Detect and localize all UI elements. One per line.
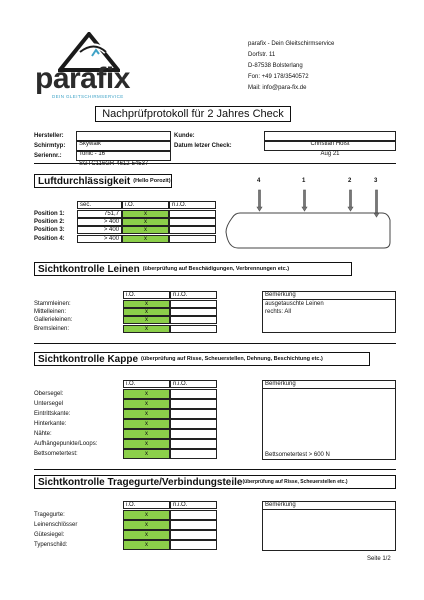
- gurte-title: Sichtkontrolle Tragegurte/Verbindungsteile: [38, 476, 243, 488]
- page-number: Seite 1/2: [367, 556, 391, 562]
- luft-col-nio: n.i.O.: [169, 201, 216, 209]
- company-line: D-87538 Bolsterlang: [248, 63, 303, 69]
- table-row: [123, 419, 217, 429]
- kappe-col-nio: n.i.O.: [170, 380, 217, 388]
- kappe-row-label: Untersegel: [34, 401, 64, 407]
- leinen-io-cell: x: [123, 325, 170, 333]
- kappe-note: Bettsometertest > 600 N: [265, 452, 330, 458]
- kappe-io-cell: x: [123, 439, 170, 449]
- luft-io-cell: x: [122, 218, 169, 226]
- kappe-nio-cell: [170, 399, 217, 409]
- kunde-value: Christian Holst: [310, 141, 350, 147]
- leinen-row-label: Bremsleinen:: [34, 325, 70, 332]
- gurte-row-label: Leinenschlösser: [34, 522, 78, 528]
- kappe-row-label: Obersegel:: [34, 391, 64, 397]
- datum-value: Aug 21: [320, 151, 340, 157]
- company-line: Dorfstr. 11: [248, 52, 276, 58]
- leinen-row-label: Mittelleinen:: [34, 309, 67, 316]
- leinen-row-labels: [34, 300, 72, 333]
- table-row: [77, 210, 216, 218]
- leinen-section-title: [34, 262, 352, 276]
- kappe-io-cell: x: [123, 449, 170, 459]
- position-label: 1: [302, 178, 306, 184]
- kappe-row-labels: [34, 389, 97, 459]
- table-row: [123, 510, 217, 520]
- luft-sec-cell: > 400: [77, 226, 122, 234]
- luft-nio-cell: [169, 210, 216, 218]
- gurte-bemerkung-box: [262, 501, 396, 551]
- luft-nio-cell: [169, 235, 216, 243]
- seriennr-value-cell: [76, 151, 171, 167]
- kappe-io-cell: x: [123, 389, 170, 399]
- gurte-io-cell: x: [123, 510, 170, 520]
- kappe-io-cell: x: [123, 409, 170, 419]
- leinen-note: rechts: All: [265, 309, 292, 315]
- kappe-bemerkung-box: [262, 380, 396, 460]
- schirmtyp-label: Schirmtyp:: [34, 143, 66, 149]
- leinen-bemerkung-header: Bemerkung: [263, 292, 395, 300]
- document-title: Nachprüfprotokoll für 2 Jahres Check: [102, 108, 284, 120]
- kappe-section-title: [34, 352, 370, 366]
- kappe-row-label: Aufhängepunkte/Loops:: [34, 441, 98, 447]
- company-line: Mail: info@para-fix.de: [248, 85, 307, 91]
- kappe-nio-cell: [170, 439, 217, 449]
- kappe-nio-cell: [170, 419, 217, 429]
- company-line: Fon: +49 178/3540572: [248, 74, 309, 80]
- divider: [34, 469, 396, 470]
- divider: [34, 343, 396, 344]
- table-row: [123, 439, 217, 449]
- kappe-nio-cell: [170, 429, 217, 439]
- leinen-io-cell: x: [123, 316, 170, 324]
- luft-io-cell: x: [122, 210, 169, 218]
- table-row: [123, 316, 217, 324]
- table-row: [77, 218, 216, 226]
- leinen-title: Sichtkontrolle Leinen: [38, 263, 140, 275]
- company-line: parafix - Dein Gleitschirmservice: [248, 41, 335, 47]
- kappe-nio-cell: [170, 449, 217, 459]
- gurte-nio-cell: [170, 530, 217, 540]
- gurte-io-cell: x: [123, 520, 170, 530]
- kappe-title: Sichtkontrolle Kappe: [38, 353, 139, 365]
- table-row: [123, 530, 217, 540]
- gurte-row-labels: [34, 510, 77, 550]
- position-label: 4: [257, 178, 261, 184]
- leinen-note: ausgetauschte Leinen: [265, 301, 324, 307]
- kappe-table-header: [123, 380, 217, 388]
- luft-row-label: Position 2:: [34, 219, 65, 226]
- leinen-nio-cell: [170, 325, 217, 333]
- table-row: [123, 399, 217, 409]
- table-row: [77, 235, 216, 243]
- luft-table-header: [77, 201, 216, 209]
- kappe-row-label: Eintrittskante:: [34, 411, 71, 417]
- luft-row-label: Position 4:: [34, 235, 65, 242]
- schirmtyp-value: Tonic - 16: [79, 151, 106, 157]
- luft-io-cell: x: [122, 235, 169, 243]
- kunde-value-cell: [264, 131, 396, 147]
- gurte-io-cell: x: [123, 530, 170, 540]
- gurte-col-nio: n.i.O.: [170, 501, 217, 509]
- luft-row-label: Position 3:: [34, 227, 65, 234]
- leinen-nio-cell: [170, 316, 217, 324]
- hersteller-value: Skywalk: [79, 141, 102, 147]
- kappe-row-label: Nähte:: [34, 431, 52, 437]
- kappe-row-label: Hinterkante:: [34, 421, 67, 427]
- kappe-bemerkung-header: Bemerkung: [263, 381, 395, 389]
- glider-diagram: [222, 186, 394, 250]
- kappe-io-cell: x: [123, 419, 170, 429]
- gurte-nio-cell: [170, 540, 217, 550]
- luft-row-label: Position 1:: [34, 211, 65, 217]
- leinen-nio-cell: [170, 308, 217, 316]
- table-row: [123, 308, 217, 316]
- datum-value-cell: [264, 141, 396, 157]
- kappe-subtitle: (überprüfung auf Risse, Scheuerstellen, Dehnung, Beschichtung etc.): [141, 356, 323, 362]
- position-label: 3: [374, 178, 378, 184]
- company-address: [248, 41, 334, 96]
- hersteller-value-cell: [76, 131, 171, 147]
- luft-nio-cell: [169, 218, 216, 226]
- luft-title: Luftdurchlässigkeit: [38, 175, 131, 187]
- table-row: [77, 226, 216, 234]
- table-row: [123, 325, 217, 333]
- leinen-io-cell: x: [123, 308, 170, 316]
- hersteller-label: Hersteller:: [34, 133, 64, 139]
- leinen-row-label: Gallerieleinen:: [34, 317, 73, 324]
- kunde-label: Kunde:: [174, 133, 195, 139]
- table-row: [123, 449, 217, 459]
- luft-col-io: i.O.: [122, 201, 169, 209]
- table-row: [123, 389, 217, 399]
- gurte-nio-cell: [170, 510, 217, 520]
- schirmtyp-value-cell: [76, 141, 171, 157]
- table-row: [123, 520, 217, 530]
- luft-section-title: [34, 174, 172, 188]
- kappe-nio-cell: [170, 389, 217, 399]
- seriennr-value: SGTC116GR-4612-54537: [79, 161, 149, 167]
- gurte-row-label: Typenschild:: [34, 542, 68, 548]
- kappe-nio-cell: [170, 409, 217, 419]
- gurte-table-header: [123, 501, 217, 509]
- kappe-col-io: i.O.: [123, 380, 170, 388]
- gurte-nio-cell: [170, 520, 217, 530]
- leinen-col-io: i.O.: [123, 291, 170, 299]
- table-row: [123, 409, 217, 419]
- document-title-box: [95, 106, 291, 122]
- table-row: [123, 300, 217, 308]
- luft-subtitle: (Hello Porozit): [133, 178, 171, 184]
- luft-sec-cell: 751,7: [77, 210, 122, 218]
- luft-sec-cell: > 400: [77, 218, 122, 226]
- gurte-col-io: i.O.: [123, 501, 170, 509]
- luft-nio-cell: [169, 226, 216, 234]
- luft-sec-cell: > 400: [77, 235, 122, 243]
- gurte-io-cell: x: [123, 540, 170, 550]
- gurte-section-title: [34, 475, 396, 489]
- kappe-io-cell: x: [123, 399, 170, 409]
- table-row: [123, 429, 217, 439]
- luft-io-cell: x: [122, 226, 169, 234]
- gurte-bemerkung-header: Bemerkung: [263, 502, 395, 510]
- leinen-col-nio: n.i.O.: [170, 291, 217, 299]
- position-label: 2: [348, 178, 352, 184]
- table-row: [123, 540, 217, 550]
- gurte-row-label: Gütesiegel:: [34, 532, 65, 538]
- leinen-nio-cell: [170, 300, 217, 308]
- leinen-subtitle: (überprüfung auf Beschädigungen, Verbrennungen etc.): [142, 266, 290, 272]
- leinen-io-cell: x: [123, 300, 170, 308]
- logo-subtitle: DEIN GLEITSCHIRMSERVICE: [52, 94, 124, 99]
- logo-text: parafix: [35, 62, 130, 95]
- datum-label: Datum letzer Check:: [174, 143, 232, 149]
- gurte-subtitle: (überprüfung auf Risse, Scheuerstellen etc.): [242, 479, 348, 485]
- leinen-bemerkung-box: [262, 291, 396, 333]
- divider: [34, 163, 396, 164]
- kappe-row-label: Bettsometertest:: [34, 451, 78, 457]
- leinen-table-header: [123, 291, 217, 299]
- gurte-row-label: Tragegurte:: [34, 512, 65, 518]
- seriennr-label: Seriennr.:: [34, 153, 62, 159]
- luft-row-labels: [34, 210, 65, 243]
- luft-col-sec: sec.: [77, 201, 122, 209]
- leinen-row-label: Stammleinen:: [34, 301, 71, 307]
- kappe-io-cell: x: [123, 429, 170, 439]
